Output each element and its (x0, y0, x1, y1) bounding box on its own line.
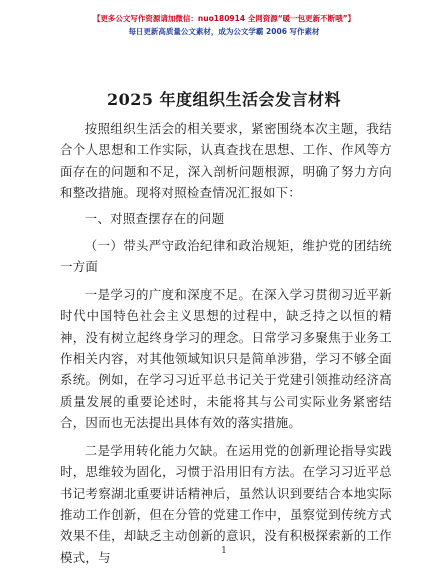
page-number: 1 (221, 546, 227, 556)
document-title: 2025 年度组织生活会发言材料 (106, 90, 342, 109)
body-paragraph-2: 二是学用转化能力欠缺。在运用党的创新理论指导实践时，思维较为固化，习惯于沿用旧有方法。在学习习近平总书记考察湖北重要讲话精神后，虽然认识到要结合本地实际推动工作创新，但在分管的党建工作中，虽察觉到传统方式效果不佳，却缺乏主动创新的意识，没有积极探索新的工作模式，与 (60, 442, 392, 565)
promo-banner-line-1: 【更多公文写作资源请加微信：nuo180914 全网资源“暖一包更新不断哦”】 (92, 14, 356, 23)
document-body (60, 118, 392, 574)
subsection-heading: （一）带头严守政治纪律和政治规矩，维护党的团结统一方面 (60, 238, 392, 275)
section-heading: 一、对照查摆存在的问题 (84, 210, 225, 226)
promo-banner (40, 12, 408, 56)
intro-paragraph: 按照组织生活会的相关要求，紧密围绕本次主题，我结合个人思想和工作实际，认真查找在思想、工作、作风等方面存在的问题和不足，深入剖析问题根源，明确了努力方向和整改措施。现将对照检查情况汇报如下： (60, 121, 392, 201)
promo-banner-line-2: 每日更新高质量公文素材，成为公文学霸 2006 写作素材 (128, 27, 320, 36)
body-paragraph-1: 一是学习的广度和深度不足。在深入学习贯彻习近平新时代中国特色社会主义思想的过程中，缺乏持之以恒的精神，没有树立起终身学习的理念。日常学习多聚焦于业务工作相关内容，对其他领域知识只是简单涉猎，学习不够全面系统。例如，在学习习近平总书记关于党建引领推动经济高质量发展的重要论述时，未能将其与公司实际业务紧密结合，因而也无法提出具体有效的落实措施。 (60, 286, 392, 431)
